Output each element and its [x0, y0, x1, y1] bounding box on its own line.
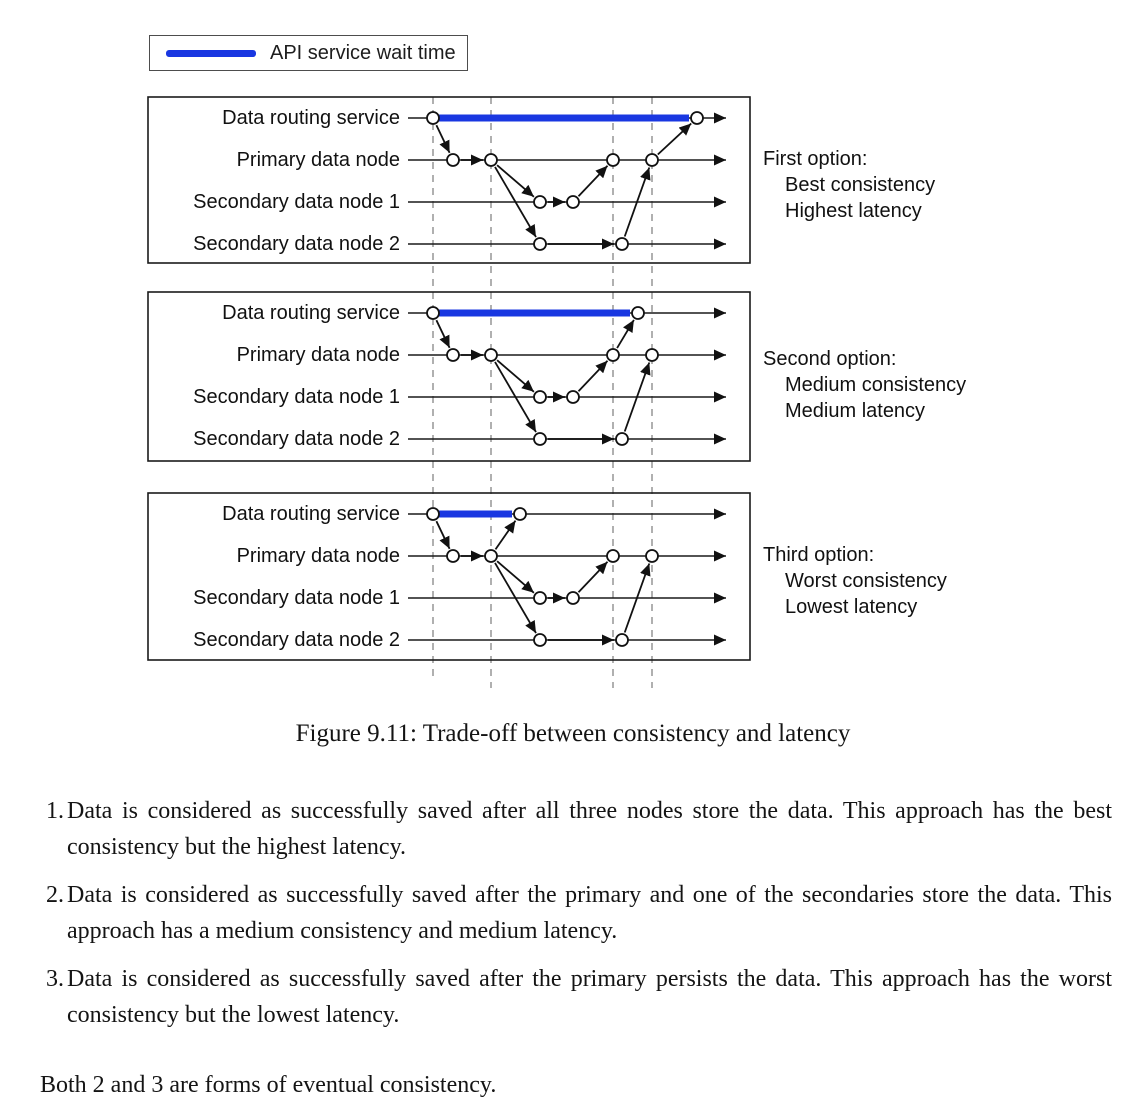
- event-node: [567, 592, 579, 604]
- option-detail: Best consistency: [785, 174, 936, 196]
- row-label-secondary-data-node-1: Secondary data node 1: [193, 191, 400, 213]
- option-annotation-second: [763, 346, 966, 424]
- row-label-secondary-data-node-2: Secondary data node 2: [193, 233, 400, 255]
- event-node: [534, 391, 546, 403]
- event-node: [534, 634, 546, 646]
- row-label-secondary-data-node-1: Secondary data node 1: [193, 587, 400, 609]
- response-arrow: [617, 320, 634, 348]
- response-arrow: [496, 521, 516, 550]
- response-arrow: [658, 124, 691, 155]
- option-annotation-first: [763, 146, 935, 224]
- event-node: [646, 154, 658, 166]
- message-arrow: [579, 166, 608, 196]
- list-number: 2.: [46, 882, 64, 908]
- event-node: [447, 550, 459, 562]
- list-item: Data is considered as successfully saved after the primary persists the data. This approach has the worst consistency but the lowest latency.: [67, 966, 1112, 1028]
- event-node: [534, 592, 546, 604]
- event-node: [616, 238, 628, 250]
- api-wait-bar: [439, 511, 512, 518]
- legend-label: API service wait time: [270, 42, 456, 64]
- closing-sentence: Both 2 and 3 are forms of eventual consistency.: [40, 1072, 497, 1098]
- message-arrow: [436, 320, 449, 348]
- row-label-secondary-data-node-1: Secondary data node 1: [193, 386, 400, 408]
- row-label-primary-data-node: Primary data node: [236, 545, 400, 567]
- option-detail: Lowest latency: [785, 596, 918, 618]
- event-node: [427, 307, 439, 319]
- event-node: [485, 154, 497, 166]
- event-node: [485, 349, 497, 361]
- row-label-primary-data-node: Primary data node: [236, 149, 400, 171]
- event-node: [534, 433, 546, 445]
- event-node: [514, 508, 526, 520]
- event-node: [427, 112, 439, 124]
- message-arrow: [579, 562, 608, 592]
- event-node: [616, 433, 628, 445]
- event-node: [632, 307, 644, 319]
- option-detail: Medium consistency: [785, 374, 967, 396]
- event-node: [567, 391, 579, 403]
- option-title: First option:: [763, 148, 868, 170]
- row-label-data-routing-service: Data routing service: [222, 503, 400, 525]
- option-annotation-third: [763, 542, 947, 620]
- row-label-secondary-data-node-2: Secondary data node 2: [193, 428, 400, 450]
- event-node: [485, 550, 497, 562]
- event-node: [534, 196, 546, 208]
- event-node: [616, 634, 628, 646]
- row-label-secondary-data-node-2: Secondary data node 2: [193, 629, 400, 651]
- option-title: Third option:: [763, 544, 875, 566]
- event-node: [691, 112, 703, 124]
- event-node: [607, 550, 619, 562]
- event-node: [567, 196, 579, 208]
- list-number: 1.: [46, 798, 64, 824]
- option-detail: Medium latency: [785, 400, 926, 422]
- event-node: [447, 154, 459, 166]
- figure-caption: Figure 9.11: Trade-off between consistency and latency: [295, 720, 851, 747]
- message-arrow: [579, 361, 608, 391]
- api-wait-bar: [439, 115, 689, 122]
- row-label-data-routing-service: Data routing service: [222, 302, 400, 324]
- option-title: Second option:: [763, 348, 897, 370]
- row-label-primary-data-node: Primary data node: [236, 344, 400, 366]
- list-item: Data is considered as successfully saved after the primary and one of the secondaries store the data. This approach has a medium consistency and medium latency.: [67, 882, 1112, 944]
- message-arrow: [436, 521, 449, 549]
- api-wait-bar: [439, 310, 630, 317]
- event-node: [607, 349, 619, 361]
- event-node: [447, 349, 459, 361]
- message-arrow: [436, 125, 449, 153]
- event-node: [607, 154, 619, 166]
- event-node: [534, 238, 546, 250]
- event-node: [427, 508, 439, 520]
- option-detail: Highest latency: [785, 200, 922, 222]
- list-number: 3.: [46, 966, 64, 992]
- list-item: Data is considered as successfully saved after all three nodes store the data. This approach has the best consistency but the highest latency.: [67, 798, 1112, 860]
- row-label-data-routing-service: Data routing service: [222, 107, 400, 129]
- event-node: [646, 550, 658, 562]
- option-detail: Worst consistency: [785, 570, 947, 592]
- event-node: [646, 349, 658, 361]
